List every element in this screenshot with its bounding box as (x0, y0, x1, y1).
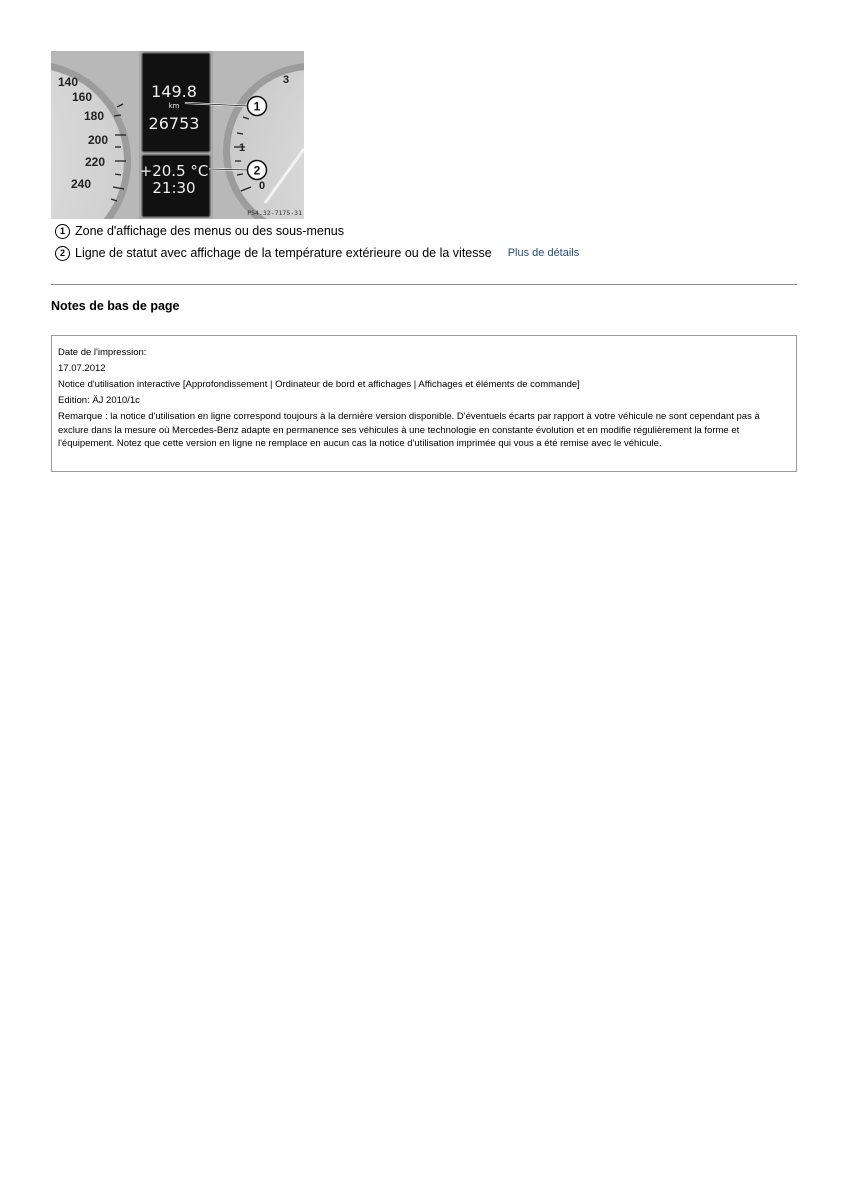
footnotes-box (51, 335, 797, 472)
more-details-link[interactable]: Plus de détails (507, 247, 580, 259)
speed-tick-label: 160 (72, 90, 93, 104)
speed-tick-label: 140 (58, 75, 79, 89)
legend-item-1 (55, 223, 344, 239)
speed-tick-label: 200 (88, 133, 109, 147)
display-odometer: 26753 (148, 114, 200, 133)
manual-reference: Notice d'utilisation interactive [Approfondissement | Ordinateur de bord et affichages | Affichages et éléments de commande] (58, 379, 580, 390)
print-date-label: Date de l'impression: (58, 347, 147, 358)
instrument-cluster-illustration (51, 51, 304, 219)
display-temperature: +20.5 °C (139, 162, 209, 180)
legend-text-1: Zone d'affichage des menus ou des sous-menus (75, 224, 344, 238)
legend-number-1-icon: 1 (55, 224, 70, 239)
display-trip-value: 149.8 (151, 82, 197, 101)
legend-number-2-icon: 2 (55, 246, 70, 261)
rev-tick-label: 3 (283, 74, 290, 86)
rev-tick-label: 0 (259, 180, 266, 192)
footnotes-title: Notes de bas de page (51, 299, 180, 313)
image-code: P54.32-7175-31 (247, 209, 302, 217)
display-time: 21:30 (152, 179, 196, 197)
section-divider (51, 284, 797, 285)
callout-2-label: 2 (253, 163, 261, 178)
rev-tick-label: 1 (239, 142, 246, 154)
legend-item-2 (55, 245, 579, 261)
print-date: 17.07.2012 (58, 363, 106, 374)
speed-tick-label: 180 (84, 109, 105, 123)
instrument-cluster-figure (51, 51, 304, 219)
remark: Remarque : la notice d'utilisation en ligne correspond toujours à la dernière version disponible. D'éventuels écarts par rapport à votre véhicule ne sont cependant pas à exclure dans la mesure où Mercedes-Benz adapte en permanence ses véhicules à une technologie en constante évolution et en modifie régulièrement la forme et l'équipement. Notez que cette version en ligne ne remplace en aucun cas la notice d'utilisation imprimée qui vous a été remise avec le véhicule. (58, 411, 760, 449)
legend-text-2: Ligne de statut avec affichage de la température extérieure ou de la vitesse (75, 246, 492, 260)
speed-tick-label: 220 (85, 155, 106, 169)
display-unit: km (168, 102, 180, 110)
speed-tick-label: 240 (71, 177, 92, 191)
edition: Edition: ÄJ 2010/1c (58, 395, 140, 406)
callout-1-label: 1 (253, 99, 261, 114)
